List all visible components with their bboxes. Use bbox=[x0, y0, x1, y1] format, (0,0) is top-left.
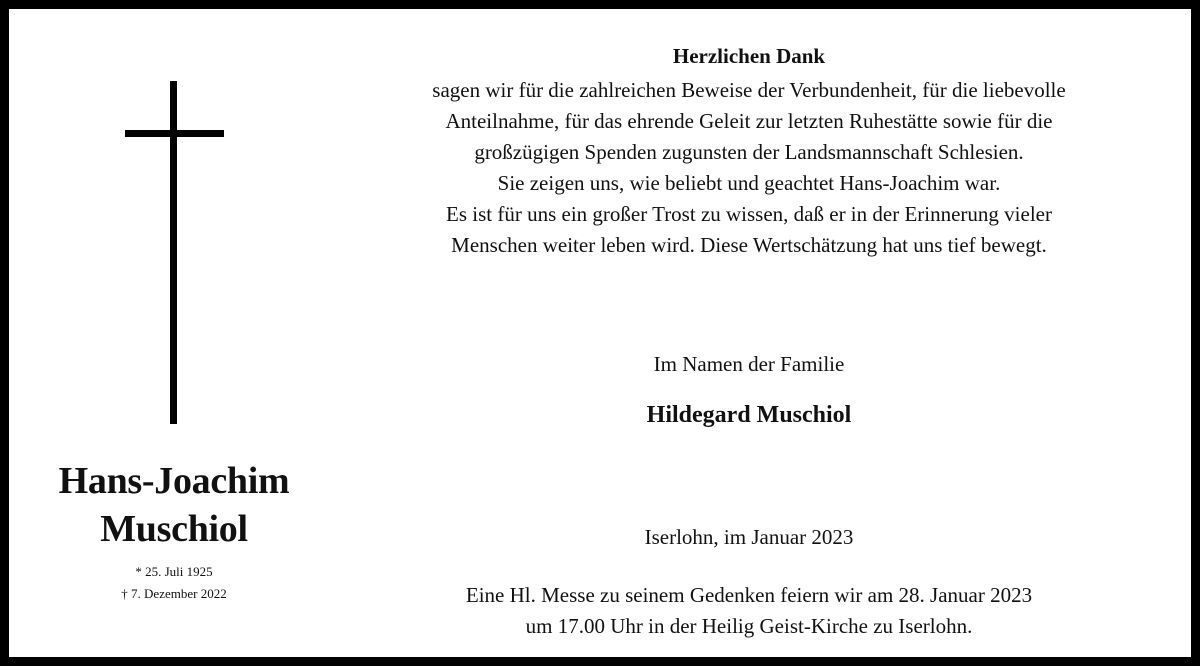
family-signature: Hildegard Muschiol bbox=[646, 402, 852, 428]
mass-line: Eine Hl. Messe zu seinem Gedenken feiern wir am 28. Januar 2023 bbox=[465, 583, 1033, 607]
thanks-line: großzügigen Spenden zugunsten der Landsmannschaft Schlesien. bbox=[474, 140, 1024, 164]
birth-date: * 25. Juli 1925 bbox=[135, 564, 213, 579]
deceased-first-name: Hans-Joachim bbox=[58, 460, 290, 502]
deceased-block bbox=[29, 457, 319, 605]
thanks-text bbox=[349, 75, 1149, 261]
thanks-line: sagen wir für die zahlreichen Beweise der Verbundenheit, für die liebevolle bbox=[432, 78, 1066, 102]
life-dates bbox=[29, 561, 319, 605]
death-date: † 7. Dezember 2022 bbox=[121, 586, 227, 601]
deceased-last-name: Muschiol bbox=[100, 508, 248, 550]
mass-announcement bbox=[349, 580, 1149, 642]
thanks-title: Herzlichen Dank bbox=[672, 44, 826, 68]
mass-line: um 17.00 Uhr in der Heilig Geist-Kirche zu Iserlohn. bbox=[525, 614, 973, 638]
cross-horizontal-bar bbox=[125, 130, 224, 137]
family-intro: Im Namen der Familie bbox=[653, 352, 845, 376]
thanks-line: Es ist für uns ein großer Trost zu wissen, daß er in der Erinnerung vieler bbox=[446, 202, 1052, 226]
thanks-line: Menschen weiter leben wird. Diese Wertschätzung hat uns tief bewegt. bbox=[451, 233, 1047, 257]
place-date: Iserlohn, im Januar 2023 bbox=[644, 525, 854, 549]
thanks-line: Anteilnahme, für das ehrende Geleit zur letzten Ruhestätte sowie für die bbox=[445, 109, 1053, 133]
thanks-line: Sie zeigen uns, wie beliebt und geachtet Hans-Joachim war. bbox=[497, 171, 1001, 195]
